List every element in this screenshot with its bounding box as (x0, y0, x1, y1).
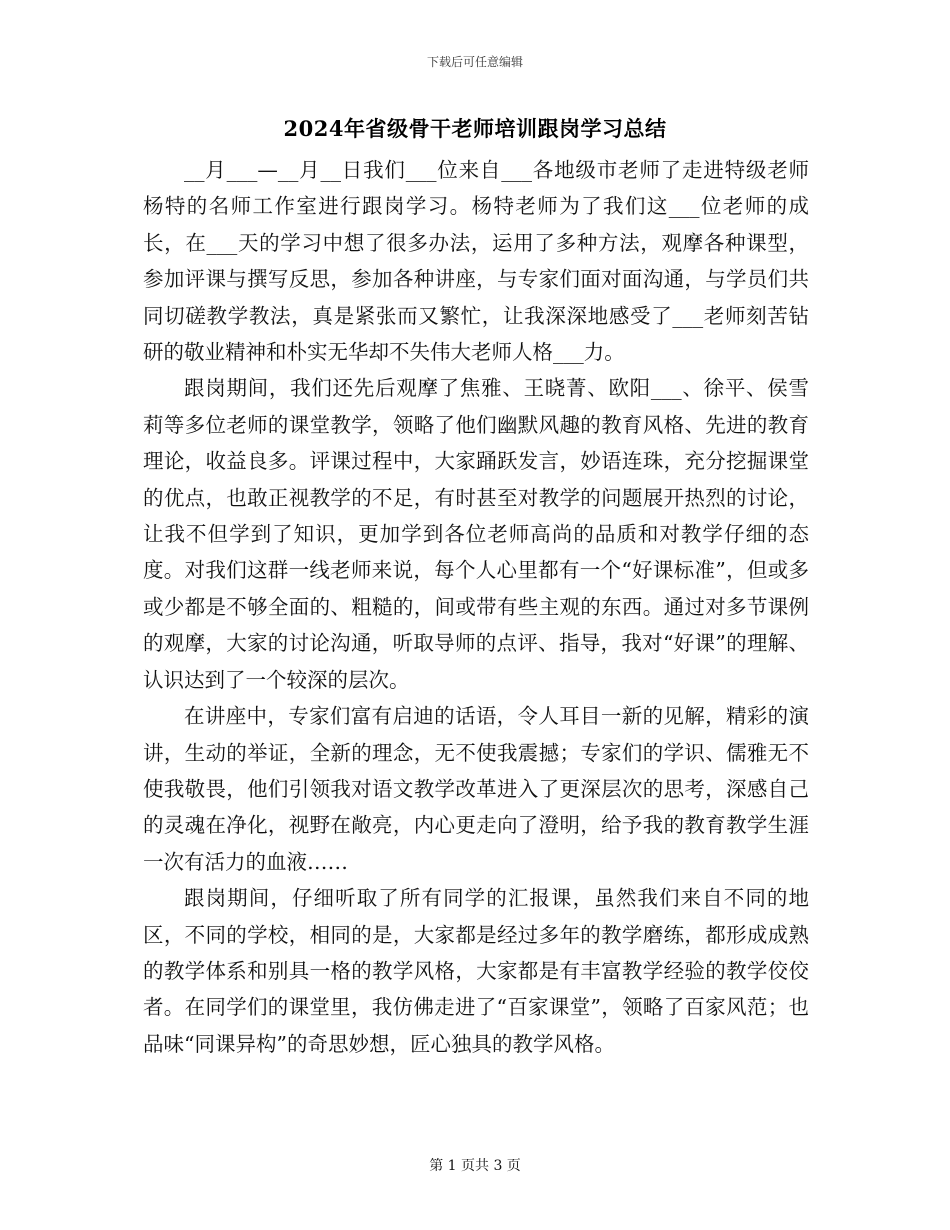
paragraph: __月___—__月__日我们___位来自___各地级市老师了走进特级老师杨特的名师工作室进行跟岗学习。杨特老师为了我们这___位老师的成长，在___天的学习中想了很多办法，运用了多种方法，观摩各种课型，参加评课与撰写反思，参加各种讲座，与专家们面对面沟通，与学员们共同切磋教学教法，真是紧张而又繁忙，让我深深地感受了___老师刻苦钻研的敬业精神和朴实无华却不失伟大老师人格___力。 (143, 158, 809, 365)
header-note: 下载后可任意编辑 (426, 55, 523, 69)
paragraph: 在讲座中，专家们富有启迪的话语，令人耳目一新的见解，精彩的演讲，生动的举证，全新的理念，无不使我震撼；专家们的学识、儒雅无不使我敬畏，他们引领我对语文教学改革进入了更深层次的思考，深感自己的灵魂在净化，视野在敞亮，内心更走向了澄明，给予我的教育教学生涯一次有活力的血液…… (143, 704, 809, 874)
document-body (143, 152, 809, 1062)
document-title: 2024年省级骨干老师培训跟岗学习总结 (283, 116, 667, 141)
page-number-footer: 第 1 页共 3 页 (429, 1158, 521, 1174)
paragraph: 跟岗期间，仔细听取了所有同学的汇报课，虽然我们来自不同的地区，不同的学校，相同的是，大家都是经过多年的教学磨练，都形成成熟的教学体系和别具一格的教学风格，大家都是有丰富教学经验的教学佼佼者。在同学们的课堂里，我仿佛走进了“百家课堂”，领略了百家风范；也品味“同课异构”的奇思妙想，匠心独具的教学风格。 (143, 886, 809, 1056)
paragraph: 跟岗期间，我们还先后观摩了焦雅、王晓菁、欧阳___、徐平、侯雪莉等多位老师的课堂教学，领略了他们幽默风趣的教育风格、先进的教育理论，收益良多。评课过程中，大家踊跃发言，妙语连珠，充分挖掘课堂的优点，也敢正视教学的不足，有时甚至对教学的问题展开热烈的讨论，让我不但学到了知识，更加学到各位老师高尚的品质和对教学仔细的态度。对我们这群一线老师来说，每个人心里都有一个“好课标准”，但或多或少都是不够全面的、粗糙的，间或带有些主观的东西。通过对多节课例的观摩，大家的讨论沟通，听取导师的点评、指导，我对“好课”的理解、认识达到了一个较深的层次。 (143, 376, 809, 692)
